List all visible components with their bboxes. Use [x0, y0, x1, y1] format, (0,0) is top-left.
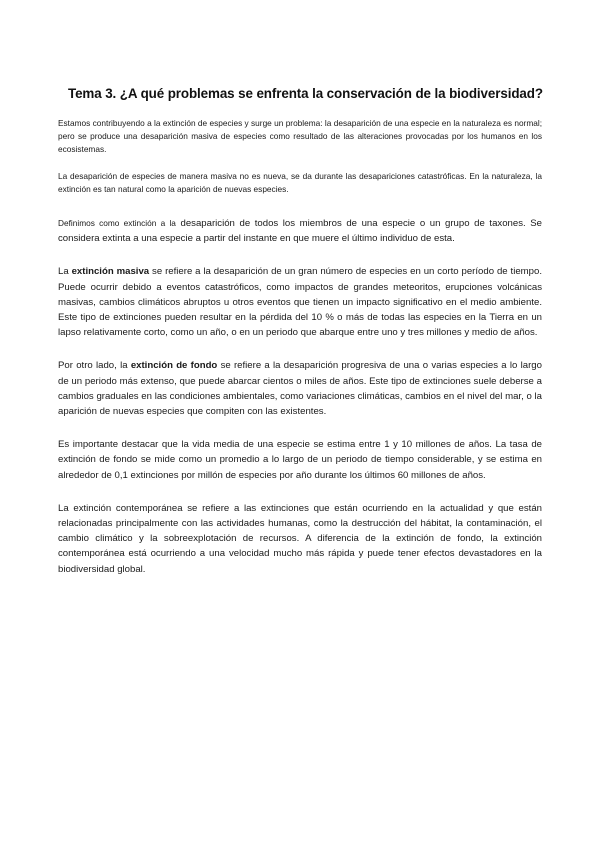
paragraph-mass-not-new: La desaparición de especies de manera masiva no es nueva, se da durante las desapariciones catastróficas. En la naturaleza, la extinción es tan natural como la aparición de nuevas especies. [58, 170, 542, 194]
page-title: Tema 3. ¿A qué problemas se enfrenta la conservación de la biodiversidad? [68, 86, 543, 101]
background-extinction-body: se refiere a la desaparición progresiva de una o varias especies a lo largo de un periodo más extenso, que puede abarcar cientos o miles de años. Este tipo de extinciones suele deberse a cambios graduales en las condiciones ambientales, como variaciones climáticas, cambios en el nivel del mar, o la aparición de nuevas especies que compiten con las existentes. [58, 360, 542, 418]
background-extinction-intro: Por otro lado, la [58, 360, 131, 372]
mass-extinction-term: extinción masiva [71, 266, 150, 278]
paragraph-mass-extinction [58, 264, 542, 340]
background-extinction-term: extinción de fondo [130, 360, 218, 372]
paragraph-extinction-definition [58, 216, 542, 246]
paragraph-contemporary-extinction: La extinción contemporánea se refiere a las extinciones que están ocurriendo en la actualidad y que están relacionadas principalmente con las actividades humanas, como la destrucción del hábitat, la contaminación, el cambio climático y la sobreexplotación de recursos. A diferencia de la extinción de fondo, la extinción contemporánea está ocurriendo a una velocidad mucho más rápida y puede tener efectos devastadores en la biodiversidad global. [58, 502, 542, 575]
definition-body-text: desaparición de todos los miembros de una especie o un grupo de taxones. Se considera extinta a una especie a partir del instante en que muere el último individuo de esta. [58, 218, 542, 245]
paragraph-species-lifespan: Es importante destacar que la vida media de una especie se estima entre 1 y 10 millones de años. La tasa de extinción de fondo se mide como un promedio a lo largo de un periodo de tiempo considerable, y se estima en alrededor de 0,1 extinciones por millón de especies por año durante los últimos 60 millones de años. [58, 439, 542, 481]
paragraph-intro: Estamos contribuyendo a la extinción de especies y surge un problema: la desaparición de una especie en la naturaleza es normal; pero se produce una desaparición masiva de especies como resultado de las alteraciones provocadas por los humanos en los ecosistemas. [58, 118, 542, 155]
definition-lead-text: Definimos como extinción a la [58, 218, 176, 229]
mass-extinction-body: se refiere a la desaparición de un gran número de especies en un corto período de tiempo. Puede ocurrir debido a eventos catastróficos, como impactos de grandes meteoritos, erupciones volcánicas masivas, cambios climáticos abruptos u otros eventos que tienen un impacto significativo en el medio ambiente. Este tipo de extinciones pueden resultar en la pérdida del 10 % o más de todas las especies en la Tierra en un lapso relativamente corto, como un año, o en un periodo que abarque entre uno y tres millones y medio de años. [58, 266, 542, 339]
paragraph-background-extinction [58, 358, 542, 419]
mass-extinction-intro: La [58, 266, 72, 278]
